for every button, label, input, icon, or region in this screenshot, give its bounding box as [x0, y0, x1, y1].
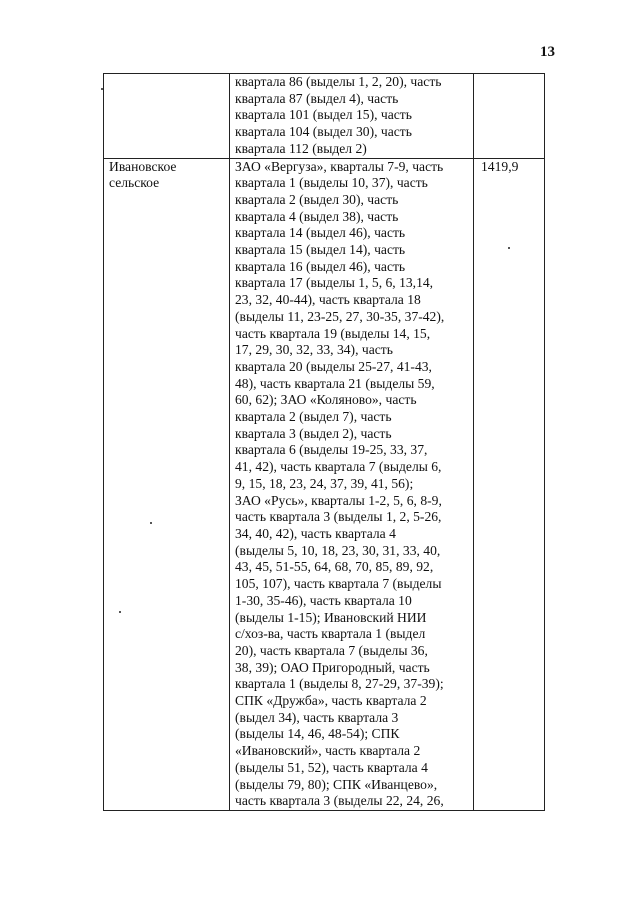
description-line: квартала 20 (выделы 25-27, 41-43, [235, 358, 432, 374]
description-line: ЗАО «Вергуза», кварталы 7-9, часть [235, 158, 444, 174]
description-line: квартала 87 (выдел 4), часть [235, 90, 399, 106]
description-line: 41, 42), часть квартала 7 (выделы 6, [235, 459, 442, 475]
description-line: (выделы 51, 52), часть квартала 4 [235, 759, 428, 775]
settlement-cell [104, 158, 230, 810]
description-line: 60, 62); ЗАО «Коляново», часть [235, 392, 417, 408]
description-line: 34, 40, 42), часть квартала 4 [235, 525, 396, 541]
scan-speck [101, 88, 103, 90]
scan-speck [508, 247, 510, 249]
scan-speck [119, 611, 121, 613]
description-line: квартала 14 (выдел 46), часть [235, 225, 406, 241]
description-line: ЗАО «Русь», кварталы 1-2, 5, 6, 8-9, [235, 492, 442, 508]
settlement-cell-empty [104, 74, 230, 159]
description-line: квартала 104 (выдел 30), часть [235, 124, 412, 140]
description-line: квартала 17 (выделы 1, 5, 6, 13,14, [235, 275, 434, 291]
description-line: 38, 39); ОАО Пригородный, часть [235, 659, 430, 675]
scan-speck [150, 522, 152, 524]
description-line: квартала 1 (выделы 10, 37), часть [235, 175, 428, 191]
description-line: часть квартала 3 (выделы 22, 24, 26, [235, 793, 444, 809]
settlement-name-line-2: сельское [109, 175, 160, 191]
description-line: (выделы 5, 10, 18, 23, 30, 31, 33, 40, [235, 542, 441, 558]
description-line: квартала 86 (выделы 1, 2, 20), часть [235, 74, 442, 89]
description-line: (выделы 14, 46, 48-54); СПК [235, 726, 400, 742]
description-line: квартала 3 (выдел 2), часть [235, 425, 392, 441]
description-line: СПК «Дружба», часть квартала 2 [235, 693, 427, 709]
description-line: часть квартала 3 (выделы 1, 2, 5-26, [235, 509, 442, 525]
description-line: с/хоз-ва, часть квартала 1 (выдел [235, 626, 426, 642]
table-row-ivanovskoe [104, 158, 545, 810]
description-line: (выделы 79, 80); СПК «Иванцево», [235, 776, 438, 792]
description-line: квартала 15 (выдел 14), часть [235, 242, 406, 258]
description-cell [230, 74, 474, 159]
description-line: 48), часть квартала 21 (выделы 59, [235, 375, 435, 391]
area-value: 1419,9 [481, 158, 519, 174]
description-line: 9, 15, 18, 23, 24, 37, 39, 41, 56); [235, 475, 414, 491]
description-line: 105, 107), часть квартала 7 (выделы [235, 576, 442, 592]
description-line: квартала 2 (выдел 7), часть [235, 409, 392, 425]
area-cell [474, 158, 545, 810]
description-line: 43, 45, 51-55, 64, 68, 70, 85, 89, 92, [235, 559, 434, 575]
description-line: квартала 2 (выдел 30), часть [235, 191, 399, 207]
description-line: часть квартала 19 (выделы 14, 15, [235, 325, 431, 341]
description-line: (выдел 34), часть квартала 3 [235, 709, 399, 725]
description-line: квартала 1 (выделы 8, 27-29, 37-39); [235, 676, 444, 692]
description-line: «Ивановский», часть квартала 2 [235, 743, 421, 759]
description-line: (выделы 11, 23-25, 27, 30-35, 37-42), [235, 308, 445, 324]
table-row-continuation [104, 74, 545, 159]
description-line: 20), часть квартала 7 (выделы 36, [235, 642, 428, 658]
description-line: квартала 4 (выдел 38), часть [235, 208, 399, 224]
description-line: (выделы 1-15); Ивановский НИИ [235, 609, 427, 625]
description-line: квартала 112 (выдел 2) [235, 140, 367, 156]
area-cell-empty [474, 74, 545, 159]
description-cell [230, 158, 474, 810]
description-line: 17, 29, 30, 32, 33, 34), часть [235, 342, 393, 358]
land-table [103, 73, 545, 811]
page-number: 13 [540, 44, 555, 60]
description-line: 23, 32, 40-44), часть квартала 18 [235, 292, 421, 308]
description-line: 1-30, 35-46), часть квартала 10 [235, 592, 412, 608]
settlement-name-line-1: Ивановское [109, 158, 177, 174]
description-line: квартала 101 (выдел 15), часть [235, 107, 412, 123]
description-line: квартала 16 (выдел 46), часть [235, 258, 406, 274]
description-line: квартала 6 (выделы 19-25, 33, 37, [235, 442, 428, 458]
